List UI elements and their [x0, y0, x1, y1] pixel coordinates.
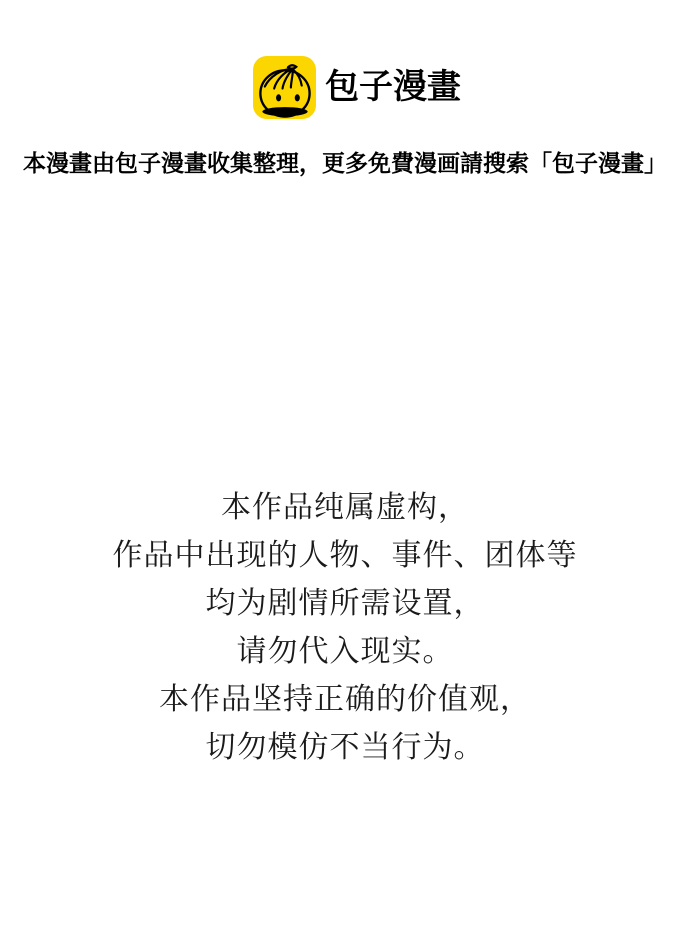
brand-name: 包子漫畫	[325, 68, 461, 106]
baozi-bun-icon	[253, 56, 316, 119]
disclaimer-line: 请勿代入现实。	[236, 635, 454, 668]
bun-shadow	[262, 107, 307, 116]
collection-notice: 本漫畫由包子漫畫收集整理，更多免費漫画請搜索「包子漫畫」	[23, 150, 667, 176]
bun-left-eye	[276, 94, 281, 101]
disclaimer-line: 切勿模仿不当行为。	[205, 731, 485, 764]
disclaimer-line: 本作品纯属虚构，	[221, 491, 469, 524]
disclaimer-block	[0, 484, 690, 772]
brand-lockup	[253, 56, 461, 119]
disclaimer-line: 作品中出现的人物、事件、团体等	[112, 539, 578, 572]
bun-right-eye	[295, 94, 300, 101]
disclaimer-line: 均为剧情所需设置，	[205, 587, 485, 620]
disclaimer-line: 本作品坚持正确的价值观，	[159, 683, 531, 716]
